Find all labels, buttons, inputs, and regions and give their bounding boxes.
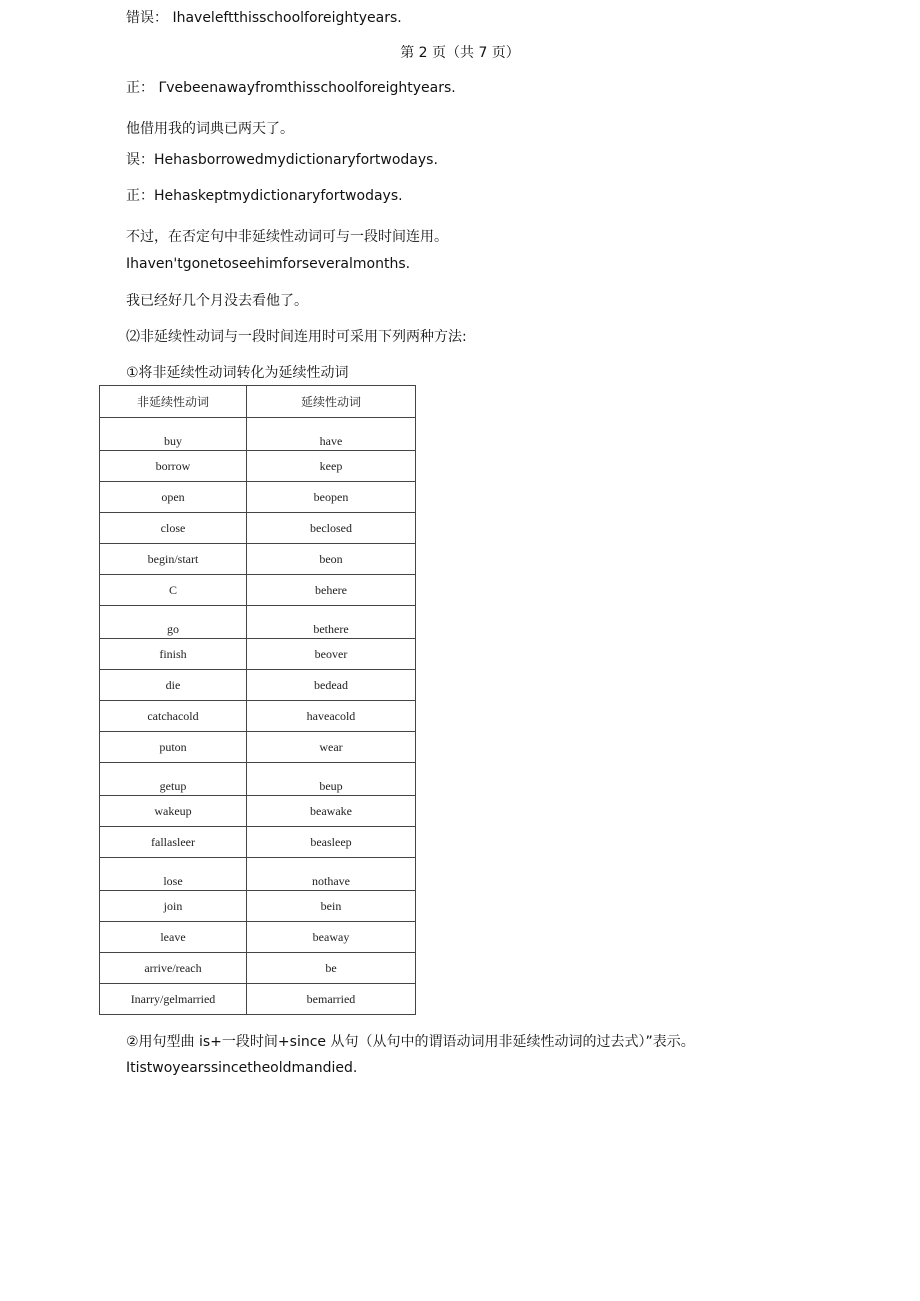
non-durative-cell: open — [100, 482, 247, 513]
durative-cell: bemarried — [247, 984, 416, 1015]
durative-cell: keep — [247, 451, 416, 482]
table-row — [100, 984, 416, 1015]
table-row — [100, 482, 416, 513]
table-row — [100, 763, 416, 796]
non-durative-cell: finish — [100, 639, 247, 670]
durative-cell: bethere — [247, 606, 416, 639]
table-row — [100, 922, 416, 953]
error-sentence-2: 误：Hehasborrowedmydictionaryfortwodays. — [126, 152, 438, 168]
durative-cell: nothave — [247, 858, 416, 891]
table-row — [100, 732, 416, 763]
negative-example: Ihaven'tgonetoseehimforseveralmonths. — [126, 256, 411, 272]
durative-cell: beup — [247, 763, 416, 796]
error-sentence-1: 错误： Ihaveleftthisschoolforeightyears. — [126, 10, 402, 26]
durative-cell: be — [247, 953, 416, 984]
header-non-durative: 非延续性动词 — [100, 386, 247, 418]
durative-cell: beopen — [247, 482, 416, 513]
non-durative-cell: go — [100, 606, 247, 639]
table-body — [100, 418, 416, 1015]
non-durative-cell: borrow — [100, 451, 247, 482]
method-intro: ⑵非延续性动词与一段时间连用时可采用下列两种方法: — [126, 329, 467, 345]
table-header-row — [100, 386, 416, 418]
durative-cell: bein — [247, 891, 416, 922]
non-durative-cell: getup — [100, 763, 247, 796]
table-row — [100, 544, 416, 575]
table-row — [100, 891, 416, 922]
table-row — [100, 418, 416, 451]
durative-cell: beawake — [247, 796, 416, 827]
durative-cell: beover — [247, 639, 416, 670]
table-row — [100, 953, 416, 984]
durative-cell: haveacold — [247, 701, 416, 732]
method-2-heading: ②用句型曲 is+一段时间+since 从句（从句中的谓语动词用非延续性动词的过去式）”表示。 — [126, 1034, 695, 1050]
method-1-heading: ①将非延续性动词转化为延续性动词 — [126, 365, 349, 381]
header-durative: 延续性动词 — [247, 386, 416, 418]
correct-sentence-1: 正： Γvebeenawayfromthisschoolforeightyears. — [126, 80, 456, 96]
table-row — [100, 513, 416, 544]
durative-cell: behere — [247, 575, 416, 606]
durative-cell: beasleep — [247, 827, 416, 858]
non-durative-cell: join — [100, 891, 247, 922]
durative-cell: bedead — [247, 670, 416, 701]
table-row — [100, 451, 416, 482]
non-durative-cell: arrive/reach — [100, 953, 247, 984]
non-durative-cell: Inarry/gelmarried — [100, 984, 247, 1015]
durative-cell: wear — [247, 732, 416, 763]
durative-cell: have — [247, 418, 416, 451]
non-durative-cell: begin/start — [100, 544, 247, 575]
table-row — [100, 575, 416, 606]
negative-example-chinese: 我已经好几个月没去看他了。 — [126, 293, 308, 309]
durative-cell: beclosed — [247, 513, 416, 544]
non-durative-cell: close — [100, 513, 247, 544]
non-durative-cell: C — [100, 575, 247, 606]
non-durative-cell: die — [100, 670, 247, 701]
non-durative-cell: lose — [100, 858, 247, 891]
non-durative-cell: buy — [100, 418, 247, 451]
table-row — [100, 670, 416, 701]
method-2-example: Itistwoyearssincetheoldmandied. — [126, 1060, 358, 1076]
example-chinese: 他借用我的词典已两天了。 — [126, 121, 294, 137]
table-row — [100, 858, 416, 891]
non-durative-cell: wakeup — [100, 796, 247, 827]
durative-cell: beaway — [247, 922, 416, 953]
page-indicator: 第 2 页（共 7 页） — [400, 45, 520, 61]
table-row — [100, 639, 416, 670]
verb-conversion-table — [99, 385, 416, 1015]
non-durative-cell: leave — [100, 922, 247, 953]
durative-cell: beon — [247, 544, 416, 575]
non-durative-cell: puton — [100, 732, 247, 763]
correct-sentence-2: 正：Hehaskeptmydictionaryfortwodays. — [126, 188, 403, 204]
table-row — [100, 606, 416, 639]
negative-note: 不过，在否定句中非延续性动词可与一段时间连用。 — [126, 229, 448, 245]
table-row — [100, 827, 416, 858]
non-durative-cell: catchacold — [100, 701, 247, 732]
table-row — [100, 796, 416, 827]
non-durative-cell: fallasleer — [100, 827, 247, 858]
table-row — [100, 701, 416, 732]
